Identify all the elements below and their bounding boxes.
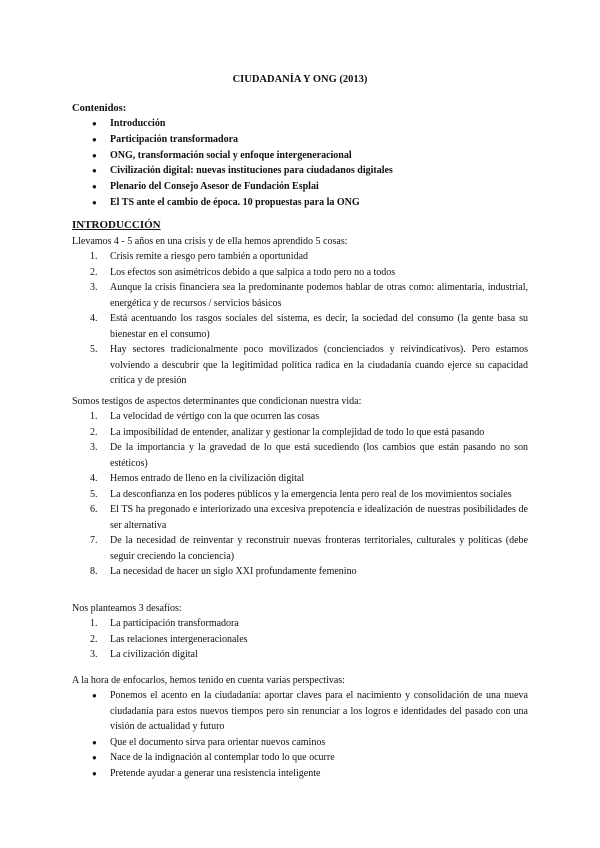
bullet-icon: ● bbox=[92, 150, 97, 160]
bullet-icon: ● bbox=[92, 166, 97, 176]
list-item: 3. De la importancia y la gravedad de lo que está sucediendo (los cambios que están pasando no son estéticos) bbox=[72, 440, 528, 471]
list-item-text: De la importancia y la gravedad de lo que está sucediendo (los cambios que están pasando no son estéticos) bbox=[110, 442, 528, 469]
list-item-text: La imposibilidad de entender, analizar y gestionar la complejidad de todo lo que está pasando bbox=[110, 426, 485, 438]
list-item: 1. La velocidad de vértigo con la que ocurren las cosas bbox=[72, 409, 528, 425]
list-item-text: La desconfianza en los poderes públicos y la emergencia lenta pero real de los movimientos sociales bbox=[110, 488, 512, 500]
bullet-icon: ● bbox=[92, 182, 97, 192]
list-item: 1. Crisis remite a riesgo pero también a oportunidad bbox=[72, 249, 528, 265]
document-title: CIUDADANÍA Y ONG (2013) bbox=[232, 74, 368, 85]
list-item-text: La participación transformadora bbox=[110, 618, 239, 629]
contents-list bbox=[72, 116, 393, 211]
list-item: 1. La participación transformadora bbox=[72, 616, 528, 632]
list-item: 2. La imposibilidad de entender, analizar y gestionar la complejidad de todo lo que está pasando bbox=[72, 425, 528, 441]
list-item-text: Aunque la crisis financiera sea la predominante podemos hablar de otras como: alimentaria, industrial, energética y de recursos / servicios básicos bbox=[110, 282, 528, 309]
list-item: 3. La civilización digital bbox=[72, 647, 528, 663]
intro-lead: Llevamos 4 - 5 años en una crisis y de ella hemos aprendido 5 cosas: bbox=[72, 236, 348, 247]
list-item-text: Las relaciones intergeneracionales bbox=[110, 633, 248, 645]
intro-heading: INTRODUCCIÓN bbox=[72, 219, 161, 231]
list-item: 7. De la necesidad de reinventar y reconstruir nuevas fronteras territoriales, culturales y políticas (debe seguir creciendo la conciencia) bbox=[72, 533, 528, 564]
list-item bbox=[72, 735, 528, 751]
perspectives-list bbox=[72, 688, 528, 781]
contents-item bbox=[72, 195, 393, 211]
list-item: 5. Hay sectores tradicionalmente poco movilizados (concienciados y reivindicativos). Pero estamos volviendo a descubrir que la legitimidad política radica en la ciudadanía cuando ejerce su capacidad crítica y de presión bbox=[72, 342, 528, 389]
contents-item-label: Civilización digital: nuevas instituciones para ciudadanos digitales bbox=[110, 165, 393, 177]
bullet-icon: ● bbox=[92, 119, 97, 128]
contents-heading: Contenidos: bbox=[72, 103, 127, 114]
list-item-text: La velocidad de vértigo con la que ocurren las cosas bbox=[110, 411, 320, 422]
witnesses-list bbox=[72, 409, 528, 580]
list-item-text: Nace de la indignación al contemplar todo lo que ocurre bbox=[110, 752, 335, 763]
contents-item-label: Plenario del Consejo Asesor de Fundación Esplai bbox=[110, 181, 319, 193]
contents-item bbox=[72, 163, 393, 179]
list-item: 8. La necesidad de hacer un siglo XXI profundamente femenino bbox=[72, 564, 528, 580]
bullet-icon: ● bbox=[92, 737, 97, 747]
list-item-text: La civilización digital bbox=[110, 649, 198, 660]
list-item: 3. Aunque la crisis financiera sea la predominante podemos hablar de otras como: alimentaria, industrial, energética y de recursos / servicios básicos bbox=[72, 280, 528, 311]
bullet-icon: ● bbox=[92, 691, 97, 700]
contents-item bbox=[72, 116, 393, 132]
challenges-lead: Nos planteamos 3 desafíos: bbox=[72, 603, 182, 614]
list-item-text: Está acentuando los rasgos sociales del sistema, es decir, la sociedad del consumo (la gente basa su bienestar en el consumo) bbox=[110, 313, 528, 340]
challenges-list bbox=[72, 616, 528, 663]
bullet-icon: ● bbox=[92, 768, 97, 778]
list-item: 6. El TS ha pregonado e interiorizado una excesiva prepotencia e idealización de nuestras posibilidades de ser alternativa bbox=[72, 502, 528, 533]
contents-item-label: El TS ante el cambio de época. 10 propuestas para la ONG bbox=[110, 196, 360, 208]
list-item: 5. La desconfianza en los poderes públicos y la emergencia lenta pero real de los movimientos sociales bbox=[72, 487, 528, 503]
witnesses-lead: Somos testigos de aspectos determinantes que condicionan nuestra vida: bbox=[72, 396, 362, 407]
list-item-text: Que el documento sirva para orientar nuevos caminos bbox=[110, 736, 326, 748]
contents-item-label: Participación transformadora bbox=[110, 133, 239, 145]
contents-item-label: ONG, transformación social y enfoque intergeneracional bbox=[110, 149, 352, 161]
contents-item bbox=[72, 179, 393, 195]
list-item-text: La necesidad de hacer un siglo XXI profundamente femenino bbox=[110, 566, 357, 577]
list-item-text: Hay sectores tradicionalmente poco movilizados (concienciados y reivindicativos). Pero estamos volviendo a descubrir que la legitimidad política radica en la ciudadanía cuando ejerce su capacidad crítica y de presión bbox=[110, 344, 528, 386]
list-item-text: Ponemos el acento en la ciudadanía: aportar claves para el nacimiento y consolidación de una nueva ciudadanía para estos nuevos tiempos pero sin renunciar a los logros e identidades del pasado con una visión de actualidad y futuro bbox=[110, 690, 528, 732]
list-item-text: De la necesidad de reinventar y reconstruir nuevas fronteras territoriales, culturales y políticas (debe seguir creciendo la conciencia) bbox=[110, 535, 528, 562]
list-item-text: Pretende ayudar a generar una resistencia inteligente bbox=[110, 767, 321, 779]
list-item-text: Los efectos son asimétricos debido a que salpica a todo pero no a todos bbox=[110, 266, 396, 278]
list-item: 2. Las relaciones intergeneracionales bbox=[72, 632, 528, 648]
list-item: 2. Los efectos son asimétricos debido a que salpica a todo pero no a todos bbox=[72, 265, 528, 281]
contents-item-label: Introducción bbox=[110, 118, 166, 129]
bullet-icon: ● bbox=[92, 753, 97, 762]
list-item-text: El TS ha pregonado e interiorizado una excesiva prepotencia e idealización de nuestras posibilidades de ser alternativa bbox=[110, 504, 528, 531]
bullet-icon: ● bbox=[92, 134, 97, 144]
list-item-text: Hemos entrado de lleno en la civilización digital bbox=[110, 473, 305, 484]
list-item bbox=[72, 750, 528, 766]
list-item-text: Crisis remite a riesgo pero también a oportunidad bbox=[110, 251, 309, 262]
contents-item bbox=[72, 132, 393, 148]
intro-list bbox=[72, 249, 528, 389]
list-item: 4. Hemos entrado de lleno en la civilización digital bbox=[72, 471, 528, 487]
list-item bbox=[72, 688, 528, 735]
contents-item bbox=[72, 148, 393, 164]
list-item bbox=[72, 766, 528, 782]
list-item: 4. Está acentuando los rasgos sociales del sistema, es decir, la sociedad del consumo (la gente basa su bienestar en el consumo) bbox=[72, 311, 528, 342]
bullet-icon: ● bbox=[92, 197, 97, 207]
perspectives-lead: A la hora de enfocarlos, hemos tenido en cuenta varias perspectivas: bbox=[72, 675, 345, 686]
